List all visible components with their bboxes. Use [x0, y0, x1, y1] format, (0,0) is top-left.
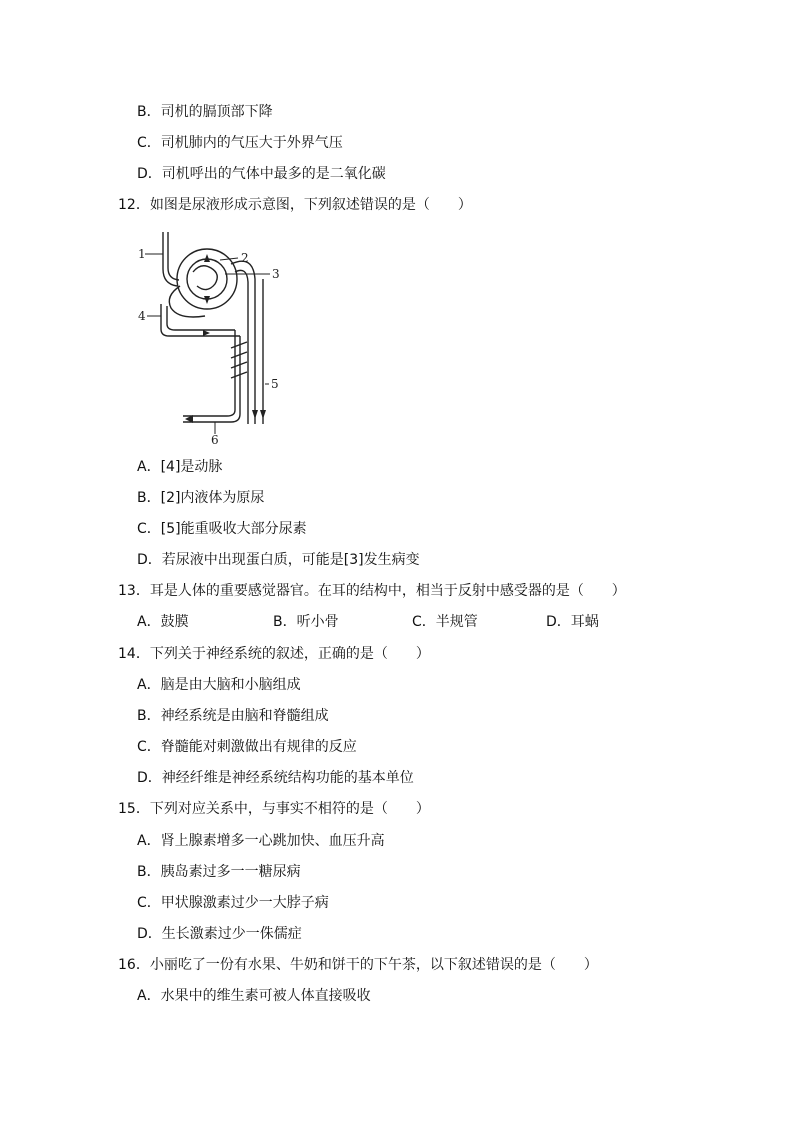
q16-option-a: A．水果中的维生素可被人体直接吸收 [137, 988, 371, 1004]
arrow-down-3 [204, 296, 210, 304]
q14-stem: 14．下列关于神经系统的叙述，正确的是（ ） [118, 646, 430, 662]
duct-inner [183, 330, 235, 416]
q13-option-d: D．耳蜗 [546, 614, 599, 630]
q12-option-d: D．若尿液中出现蛋白质，可能是[3]发生病变 [137, 552, 420, 568]
q15-option-d: D．生长激素过少一侏儒症 [137, 926, 302, 942]
q13-option-c: C．半规管 [412, 614, 478, 630]
q15-option-a: A．肾上腺素增多一心跳加快、血压升高 [137, 833, 385, 849]
q13-options-row [0, 613, 794, 631]
q12-stem: 12．如图是尿液形成示意图，下列叙述错误的是（ ） [118, 197, 472, 213]
q15-stem: 15．下列对应关系中，与事实不相符的是（ ） [118, 801, 430, 817]
q15-option-c: C．甲状腺激素过少一大脖子病 [137, 895, 329, 911]
q13-option-b: B．听小骨 [273, 614, 339, 630]
arrow-up [204, 254, 210, 262]
vessel-4-inner-path [167, 306, 235, 330]
duct-outer [183, 336, 240, 422]
q14-option-a: A．脑是由大脑和小脑组成 [137, 677, 301, 693]
label-5: 5 [271, 377, 279, 391]
arrow-right [203, 330, 210, 336]
q12-option-a: A．[4]是动脉 [137, 459, 223, 475]
arrow-down-1 [252, 410, 258, 419]
reabsorption-hatches [231, 342, 247, 378]
q16-stem: 16．小丽吃了一份有水果、牛奶和饼干的下午茶，以下叙述错误的是（ ） [118, 957, 598, 973]
q14-option-d: D．神经纤维是神经系统结构功能的基本单位 [137, 770, 414, 786]
q14-option-c: C．脊髓能对刺激做出有规律的反应 [137, 739, 357, 755]
label-6: 6 [211, 433, 219, 444]
glomerulus-coil [193, 266, 217, 290]
tubule-right-inner [235, 270, 248, 424]
label-1: 1 [138, 247, 146, 261]
q11-option-c: C．司机肺内的气压大于外界气压 [137, 135, 343, 151]
q14-option-b: B．神经系统是由脑和脊髓组成 [137, 708, 329, 724]
label-4: 4 [138, 309, 146, 323]
nephron-diagram [135, 224, 285, 444]
q11-option-b: B．司机的膈顶部下降 [137, 104, 273, 120]
q11-option-d: D．司机呼出的气体中最多的是二氧化碳 [137, 166, 386, 182]
capsule-inner [187, 259, 227, 299]
label-3: 3 [272, 267, 280, 281]
vessel-1-path [163, 232, 177, 286]
q12-option-c: C．[5]能重吸收大部分尿素 [137, 521, 307, 537]
arrow-down-2 [260, 410, 266, 419]
q15-option-b: B．胰岛素过多一一糖尿病 [137, 864, 301, 880]
q13-option-a: A．鼓膜 [137, 614, 189, 630]
label-2: 2 [241, 251, 249, 265]
q12-option-b: B．[2]内液体为原尿 [137, 490, 265, 506]
q13-stem: 13．耳是人体的重要感觉器官。在耳的结构中，相当于反射中感受器的是（ ） [118, 583, 626, 599]
